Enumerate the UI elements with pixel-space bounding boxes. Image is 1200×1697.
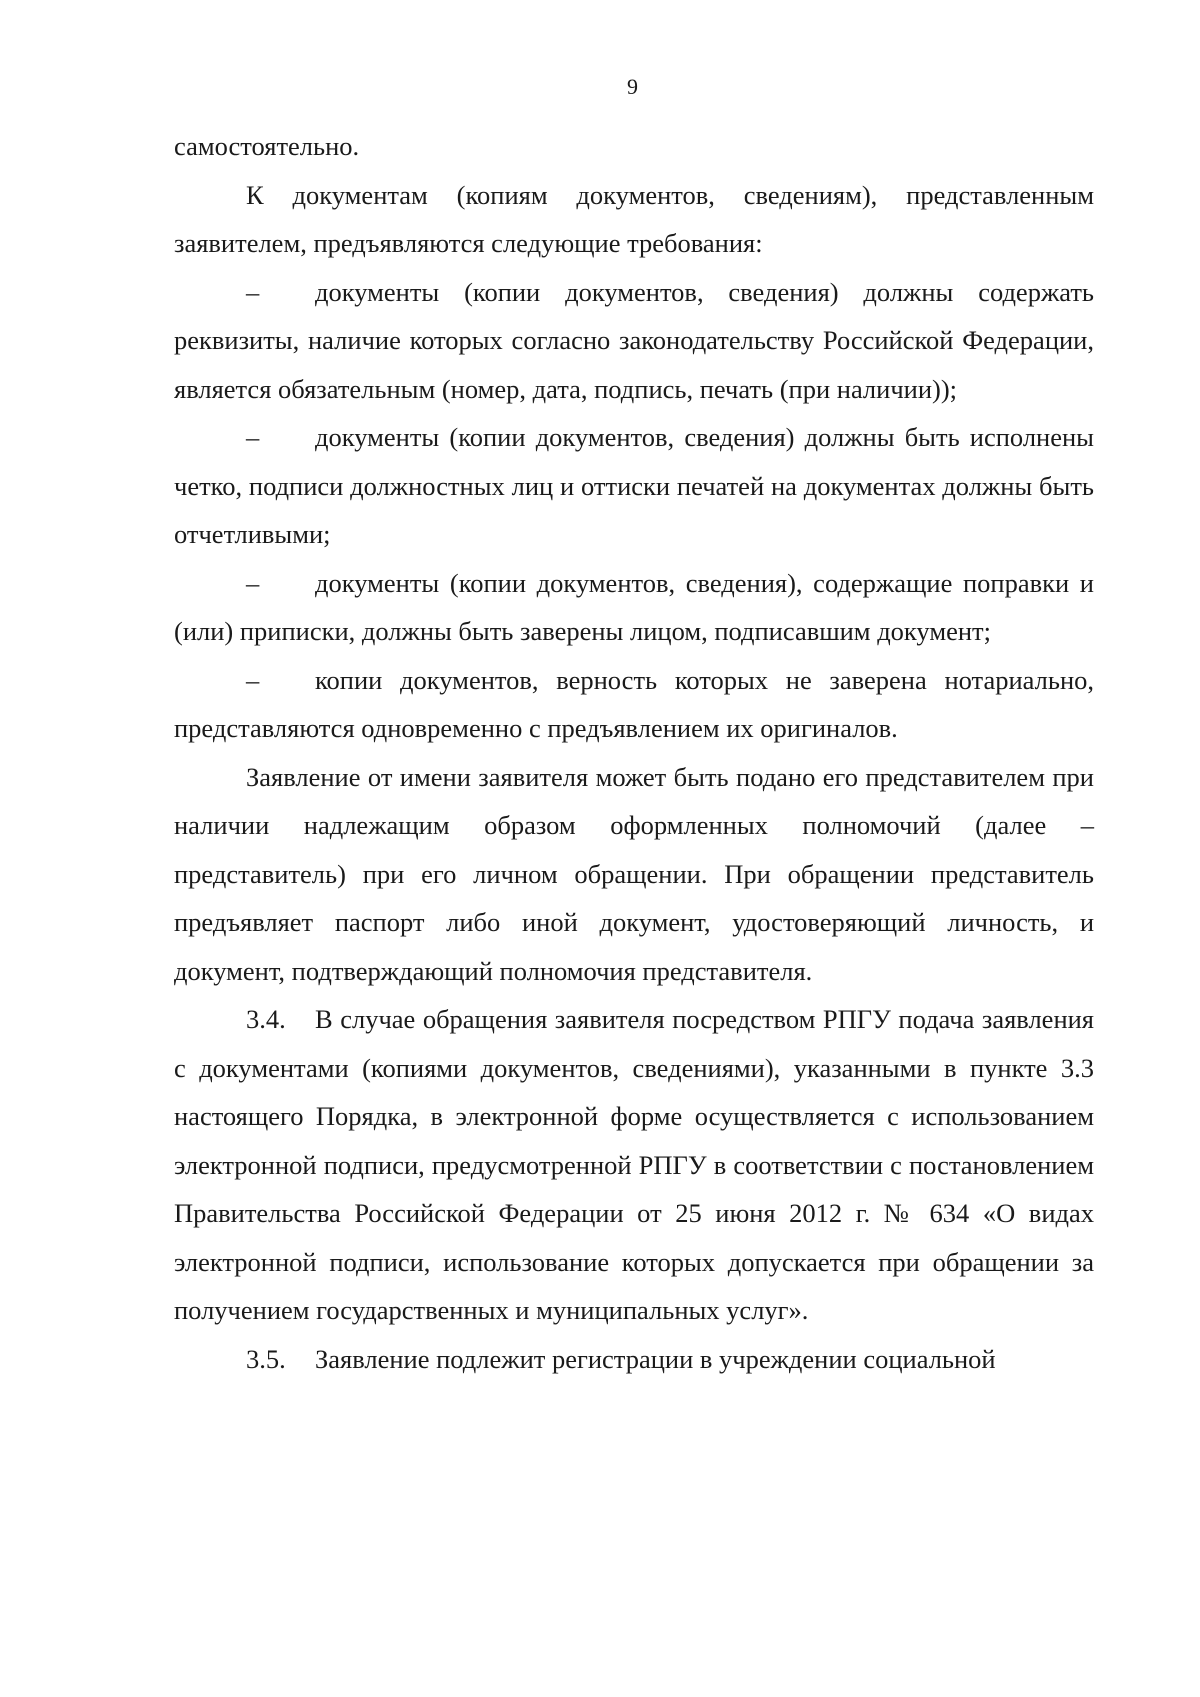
list-item-text: документы (копии документов, сведения), содержащие поправки и (или) приписки, должны быть заверены лицом, подписавшим документ;: [174, 567, 1094, 646]
section-text: Заявление подлежит регистрации в учреждении социальной: [315, 1343, 996, 1374]
section-number: 3.5.: [246, 1343, 286, 1374]
paragraph-representative: Заявление от имени заявителя может быть подано его представителем при наличии надлежащим образом оформленных полномочий (далее – представитель) при его личном обращении. При обращении представитель предъявляет паспорт либо иной документ, удостоверяющий личность, и документ, подтверждающий полномочия представителя.: [174, 761, 1094, 986]
paragraph-requirements-intro: К документам (копиям документов, сведениям), представленным заявителем, предъявляются следующие требования:: [174, 179, 1094, 258]
list-item-text: документы (копии документов, сведения) должны быть исполнены четко, подписи должностных лиц и оттиски печатей на документах должны быть отчетливыми;: [174, 422, 1094, 549]
section-3-5: [174, 1335, 1094, 1384]
document-body: [174, 122, 1094, 1383]
section-text: В случае обращения заявителя посредством РПГУ подача заявления с документами (копиями документов, сведениями), указанными в пункте 3.3 настоящего Порядка, в электронной форме осуществляется с использованием электронной подписи, предусмотренной РПГУ в соответствии с постановлением Правительства Российской Федерации от 25 июня 2012 г. № 634 «О видах электронной подписи, использование которых допускается при обращении за получением государственных и муниципальных услуг».: [174, 1004, 1094, 1325]
dash-marker: –: [246, 664, 260, 695]
list-item-text: документы (копии документов, сведения) должны содержать реквизиты, наличие которых согласно законодательству Российской Федерации, является обязательным (номер, дата, подпись, печать (при наличии));: [174, 276, 1094, 404]
dash-marker: –: [246, 276, 260, 307]
list-item: [174, 413, 1094, 559]
dash-marker: –: [246, 567, 260, 598]
dash-marker: –: [246, 422, 260, 452]
section-number: 3.4.: [246, 1004, 286, 1034]
section-3-4: [174, 995, 1094, 1335]
list-item: [174, 559, 1094, 656]
paragraph-continuation: самостоятельно.: [174, 131, 360, 161]
page-number: 9: [627, 74, 638, 99]
list-item: [174, 656, 1094, 753]
list-item: [174, 268, 1094, 414]
list-item-text: копии документов, верность которых не заверена нотариально, представляются одновременно с предъявлением их оригиналов.: [174, 664, 1094, 743]
